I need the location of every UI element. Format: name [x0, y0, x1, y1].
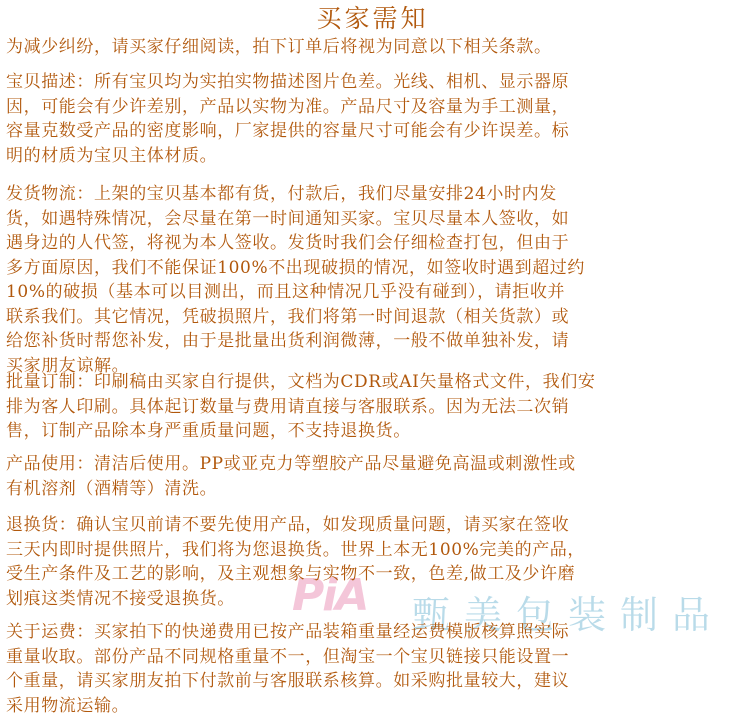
text-line: 批量订制：印刷稿由买家自行提供，文档为CDR或AI矢量格式文件，我们安 [6, 370, 741, 395]
text-line: 联系我们。其它情况，凭破损照片，我们将第一时间退款（相关货款）或 [6, 305, 741, 330]
text-line: 遇身边的人代签，将视为本人签收。发货时我们会仔细检查打包，但由于 [6, 231, 741, 256]
section-product-description [6, 70, 741, 168]
text-line: 发货物流：上架的宝贝基本都有货，付款后，我们尽量安排24小时内发 [6, 182, 741, 207]
text-line: 重量收取。部份产品不同规格重量不一，但淘宝一个宝贝链接只能设置一 [6, 645, 741, 670]
text-line: 产品使用：清洁后使用。PP或亚克力等塑胶产品尽量避免高温或刺激性或 [6, 452, 741, 477]
section-bulk-custom [6, 370, 741, 444]
text-line: 明的材质为宝贝主体材质。 [6, 144, 741, 169]
text-line: 10%的破损（基本可以目测出，而且这种情况几乎没有碰到），请拒收并 [6, 280, 741, 305]
section-shipping [6, 182, 741, 378]
section-product-usage [6, 452, 741, 501]
page-title: 买家需知 [0, 4, 745, 34]
text-line: 因，可能会有少许差别，产品以实物为准。产品尺寸及容量为手工测量， [6, 95, 741, 120]
watermark-text: 甄美包装制品 [412, 584, 724, 639]
text-line: 关于运费：买家拍下的快递费用已按产品装箱重量经运费模版核算照实际 [6, 620, 741, 645]
text-line: 宝贝描述：所有宝贝均为实拍实物描述图片色差。光线、相机、显示器原 [6, 70, 741, 95]
text-line: 受生产条件及工艺的影响，及主观想象与实物不一致，色差,做工及少许磨 [6, 562, 741, 587]
text-line: 退换货：确认宝贝前请不要先使用产品，如发现质量问题，请买家在签收 [6, 513, 741, 538]
section-returns [6, 513, 741, 611]
text-line: 采用物流运输。 [6, 694, 741, 718]
text-line: 售，订制产品除本身严重质量问题，不支持退换货。 [6, 419, 741, 444]
watermark-logo: PiA [292, 570, 367, 621]
text-line: 排为客人印刷。具体起订数量与费用请直接与客服联系。因为无法二次销 [6, 395, 741, 420]
intro-text: 为减少纠纷，请买家仔细阅读，拍下订单后将视为同意以下相关条款。 [6, 37, 741, 58]
text-line: 容量克数受产品的密度影响，厂家提供的容量尺寸可能会有少许误差。标 [6, 119, 741, 144]
text-line: 货，如遇特殊情况，会尽量在第一时间通知买家。宝贝尽量本人签收，如 [6, 207, 741, 232]
text-line: 划痕这类情况不接受退换货。 [6, 587, 741, 612]
text-line: 个重量，请买家朋友拍下付款前与客服联系核算。如采购批量较大，建议 [6, 669, 741, 694]
text-line: 三天内即时提供照片，我们将为您退换货。世界上本无100%完美的产品， [6, 538, 741, 563]
text-line: 有机溶剂（酒精等）清洗。 [6, 477, 741, 502]
text-line: 买家朋友谅解。 [6, 354, 741, 379]
text-line: 给您补货时帮您补发，由于是批量出货利润微薄，一般不做单独补发，请 [6, 329, 741, 354]
section-shipping-fees [6, 620, 741, 718]
text-line: 多方面原因，我们不能保证100%不出现破损的情况，如签收时遇到超过约 [6, 256, 741, 281]
